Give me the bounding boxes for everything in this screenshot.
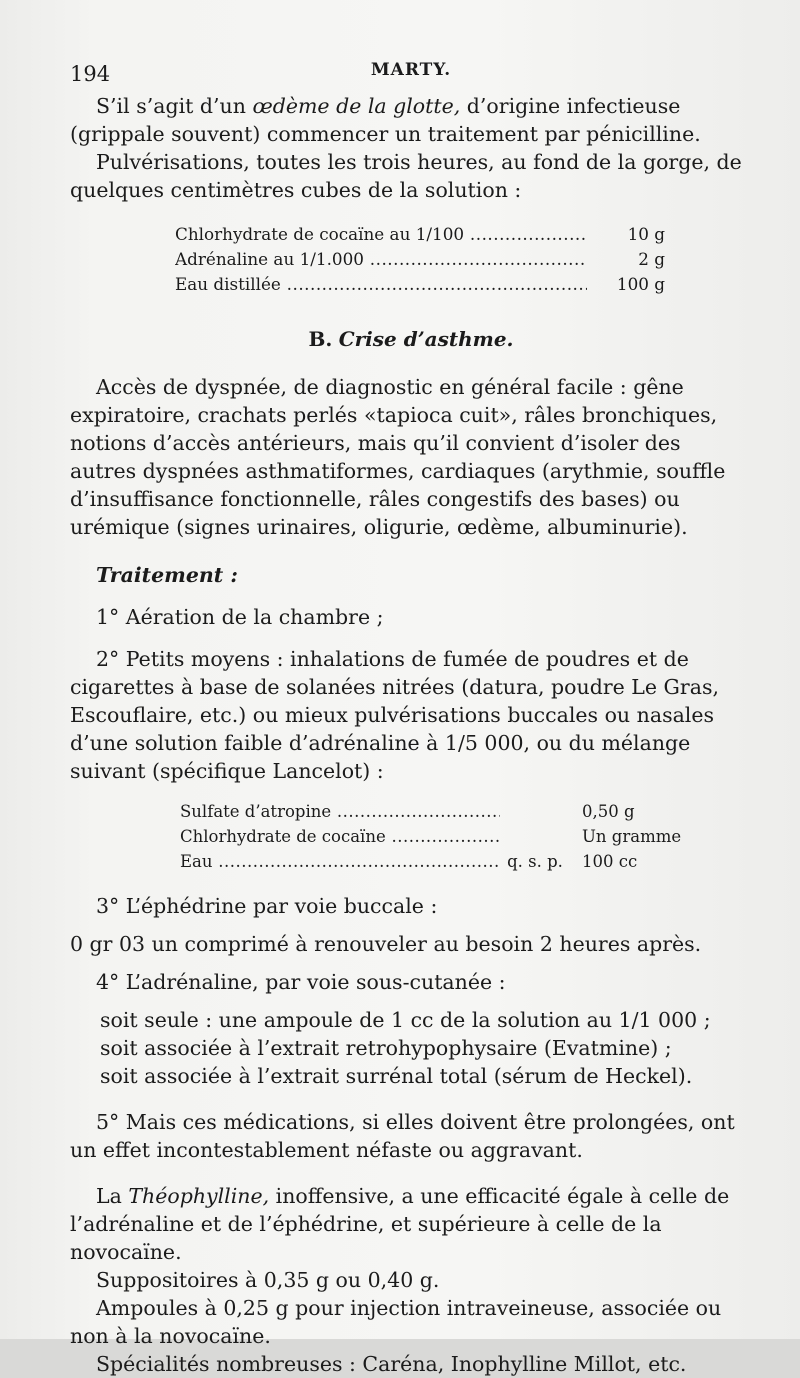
paragraph-ampoules: Ampoules à 0,25 g pour injection intraveineuse, associée ou non à la novocaïne. bbox=[70, 1296, 722, 1348]
formula-row bbox=[175, 247, 665, 272]
formula-row bbox=[180, 849, 700, 874]
qsp bbox=[500, 799, 570, 824]
paragraph-specialties: Spécialités nombreuses : Caréna, Inophylline Millot, etc. bbox=[96, 1352, 687, 1376]
section-letter: B. bbox=[308, 327, 333, 351]
adrenaline-options bbox=[100, 1006, 752, 1090]
ingredient: Chlorhydrate de cocaïne au 1/100 ..... bbox=[175, 222, 587, 247]
section-heading bbox=[70, 327, 752, 351]
ingredient: Chlorhydrate de cocaïne ..... bbox=[180, 824, 500, 849]
treatment-item-4: 4° L’adrénaline, par voie sous-cutanée : bbox=[96, 970, 506, 994]
formula-lancelot bbox=[180, 799, 700, 874]
ingredient: Eau ..... bbox=[180, 849, 500, 874]
qsp bbox=[500, 824, 570, 849]
quantity: 0,50 g bbox=[582, 802, 635, 821]
paragraph-asthma-description: Accès de dyspnée, de diagnostic en général facile : gêne expiratoire, crachats perlés «tapioca cuit», râles bronchiques, notions d’accès antérieurs, mais qu’il convient d’isoler des autres dyspnées asthmatiformes, cardiaques (arythmie, souffle d’insuffisance fonctionnelle, râles congestifs des bases) ou urémique (signes urinaires, oligurie, œdème, albuminurie). bbox=[70, 375, 726, 539]
paragraph-spray: Pulvérisations, toutes les trois heures, au fond de la gorge, de quelques centimètres cubes de la solution : bbox=[70, 150, 742, 202]
list-item: soit associée à l’extrait retrohypophysaire (Evatmine) ; bbox=[100, 1036, 672, 1060]
formula-cocaine-solution bbox=[175, 222, 665, 297]
quantity: 100 cc bbox=[582, 852, 638, 871]
ingredient: Eau distillée ..... bbox=[175, 272, 587, 297]
quantity: 100 g bbox=[616, 274, 665, 294]
formula-row bbox=[175, 222, 665, 247]
formula-row bbox=[175, 272, 665, 297]
text: La bbox=[96, 1184, 129, 1208]
treatment-heading bbox=[70, 561, 752, 589]
ingredient: Sulfate d’atropine ..... bbox=[180, 799, 500, 824]
ingredient: Adrénaline au 1/1.000 ..... bbox=[175, 247, 587, 272]
text: d’origine infectieuse (grippale souvent) commencer un traitement par pénicilline. bbox=[70, 94, 701, 146]
treatment-item-2: 2° Petits moyens : inhalations de fumée de poudres et de cigarettes à base de solanées nitrées (datura, poudre Le Gras, Escouflaire, etc.) ou mieux pulvérisations buccales ou nasales d’une solution faible d’adrénaline à 1/5 000, ou du mélange suivant (spécifique Lancelot) : bbox=[70, 647, 719, 783]
section-title: Crise d’asthme. bbox=[338, 327, 514, 351]
treatment-item-3-detail: 0 gr 03 un comprimé à renouveler au besoin 2 heures après. bbox=[70, 932, 702, 956]
text: S’il s’agit d’un bbox=[96, 94, 253, 118]
list-item: soit seule : une ampoule de 1 cc de la solution au 1/1 000 ; bbox=[100, 1008, 711, 1032]
paragraph-theophylline bbox=[70, 1182, 752, 1266]
quantity: 10 g bbox=[627, 224, 665, 244]
treatment-item-5: 5° Mais ces médications, si elles doivent être prolongées, ont un effet incontestablement néfaste ou aggravant. bbox=[70, 1110, 735, 1162]
treatment-item-1: 1° Aération de la chambre ; bbox=[96, 605, 384, 629]
qsp: q. s. p. bbox=[507, 852, 563, 871]
formula-row bbox=[180, 799, 700, 824]
list-item: soit associée à l’extrait surrénal total (sérum de Heckel). bbox=[100, 1064, 693, 1088]
quantity: Un gramme bbox=[582, 827, 682, 846]
page-header bbox=[70, 52, 752, 92]
quantity: 2 g bbox=[638, 249, 665, 269]
paragraph-suppositories: Suppositoires à 0,35 g ou 0,40 g. bbox=[96, 1268, 440, 1292]
running-head: MARTY. bbox=[370, 60, 452, 80]
formula-row bbox=[180, 824, 700, 849]
treatment-item-3: 3° L’éphédrine par voie buccale : bbox=[96, 894, 438, 918]
text: inoffensive, a une efficacité égale à celle de l’adrénaline et de l’éphédrine, et supérieure à celle de la novocaïne. bbox=[70, 1184, 730, 1264]
paragraph-glottis-edema bbox=[70, 92, 752, 148]
emphasis: Théophylline, bbox=[128, 1184, 270, 1208]
emphasis: œdème de la glotte, bbox=[252, 94, 461, 118]
treatment-label: Traitement : bbox=[96, 563, 238, 587]
page-number: 194 bbox=[70, 62, 111, 86]
